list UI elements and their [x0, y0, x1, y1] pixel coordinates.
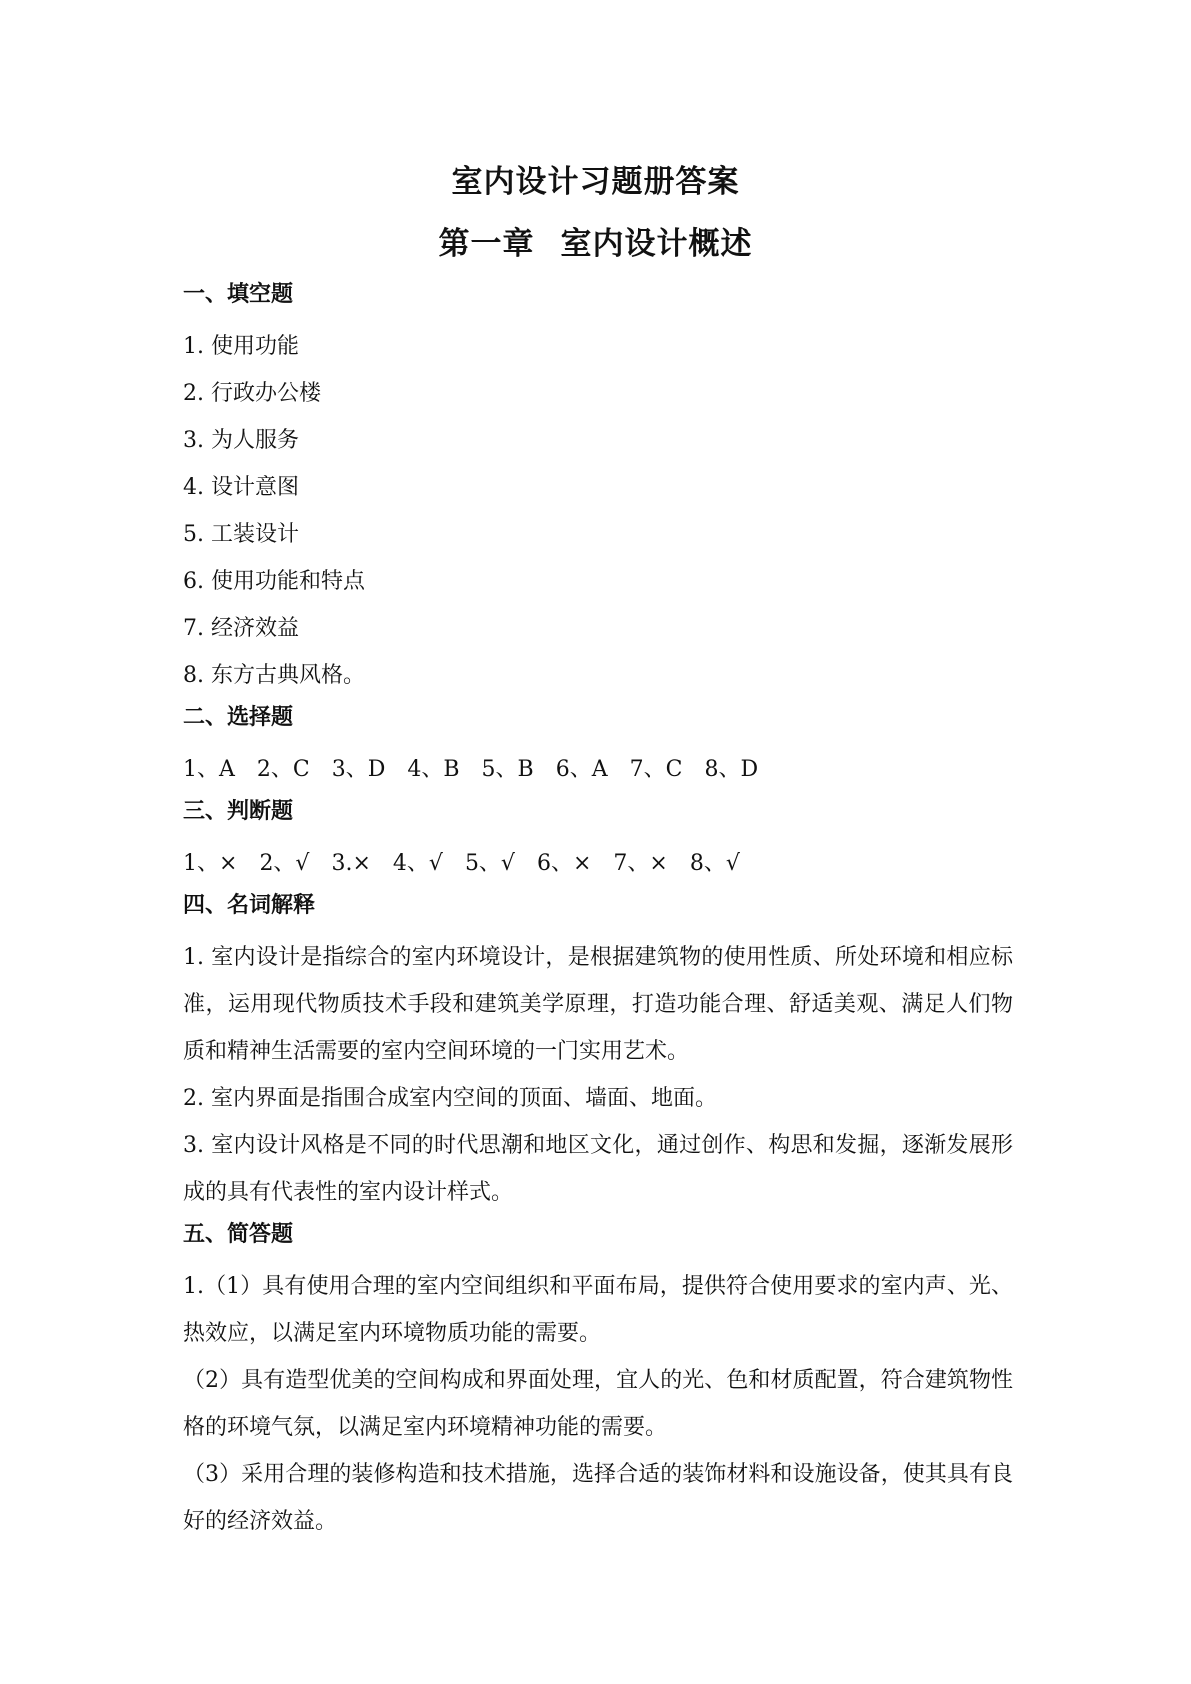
- choice-answer: 4、B: [407, 757, 460, 782]
- fill-blank-answer: 4. 设计意图: [183, 475, 299, 500]
- document-body: [183, 276, 1013, 1545]
- fill-blank-answer: 5. 工装设计: [183, 522, 299, 547]
- short-answer-paragraph: （3）采用合理的装修构造和技术措施，选择合适的装饰材料和设施设备，使其具有良好的经济效益。: [183, 1462, 1013, 1534]
- chapter-title: [0, 218, 1191, 263]
- choice-answer: 5、B: [481, 757, 534, 782]
- definition-paragraph: 1. 室内设计是指综合的室内环境设计，是根据建筑物的使用性质、所处环境和相应标准，运用现代物质技术手段和建筑美学原理，打造功能合理、舒适美观、满足人们物质和精神生活需要的室内空间环境的一门实用艺术。: [183, 945, 1013, 1064]
- fill-blank-answer: 3. 为人服务: [183, 428, 299, 453]
- short-answer-paragraph: （2）具有造型优美的空间构成和界面处理，宜人的光、色和材质配置，符合建筑物性格的环境气氛，以满足室内环境精神功能的需要。: [183, 1368, 1013, 1440]
- chapter-number: 第一章: [438, 226, 535, 262]
- judgement-answer: 6、×: [536, 851, 592, 876]
- judgement-answer: 4、√: [392, 851, 443, 876]
- fill-blank-answer: 8. 东方古典风格。: [183, 663, 365, 688]
- section-heading-true-false: 三、判断题: [183, 799, 294, 824]
- judgement-answer: 5、√: [464, 851, 515, 876]
- judgement-answer: 2、√: [259, 851, 310, 876]
- true-false-answers: [183, 840, 1013, 887]
- definition-paragraph: 3. 室内设计风格是不同的时代思潮和地区文化，通过创作、构思和发掘，逐渐发展形成的具有代表性的室内设计样式。: [183, 1133, 1013, 1205]
- definition-paragraph: 2. 室内界面是指围合成室内空间的顶面、墙面、地面。: [183, 1086, 717, 1111]
- choice-answer: 6、A: [555, 757, 608, 782]
- choice-answer: 7、C: [629, 757, 683, 782]
- chapter-name: 室内设计概述: [560, 226, 753, 262]
- multiple-choice-answers: [183, 746, 1013, 793]
- judgement-answer: 3.×: [331, 851, 371, 876]
- section-heading-definitions: 四、名词解释: [183, 893, 316, 918]
- choice-answer: 3、D: [331, 757, 386, 782]
- fill-blank-answer: 7. 经济效益: [183, 616, 299, 641]
- judgement-answer: 8、√: [689, 851, 740, 876]
- choice-answer: 2、C: [256, 757, 310, 782]
- section-heading-short-answer: 五、简答题: [183, 1222, 294, 1247]
- choice-answer: 1、A: [183, 757, 235, 782]
- fill-blank-answer: 6. 使用功能和特点: [183, 569, 365, 594]
- short-answer-paragraph: 1.（1）具有使用合理的室内空间组织和平面布局，提供符合使用要求的室内声、光、热效应，以满足室内环境物质功能的需要。: [183, 1274, 1013, 1346]
- document-title: 室内设计习题册答案: [451, 164, 740, 200]
- section-heading-fill-blank: 一、填空题: [183, 282, 294, 307]
- section-heading-multiple-choice: 二、选择题: [183, 705, 294, 730]
- fill-blank-answer: 2. 行政办公楼: [183, 381, 321, 406]
- judgement-answer: 1、×: [183, 851, 238, 876]
- judgement-answer: 7、×: [613, 851, 668, 876]
- fill-blank-answer: 1. 使用功能: [183, 334, 299, 359]
- choice-answer: 8、D: [704, 757, 759, 782]
